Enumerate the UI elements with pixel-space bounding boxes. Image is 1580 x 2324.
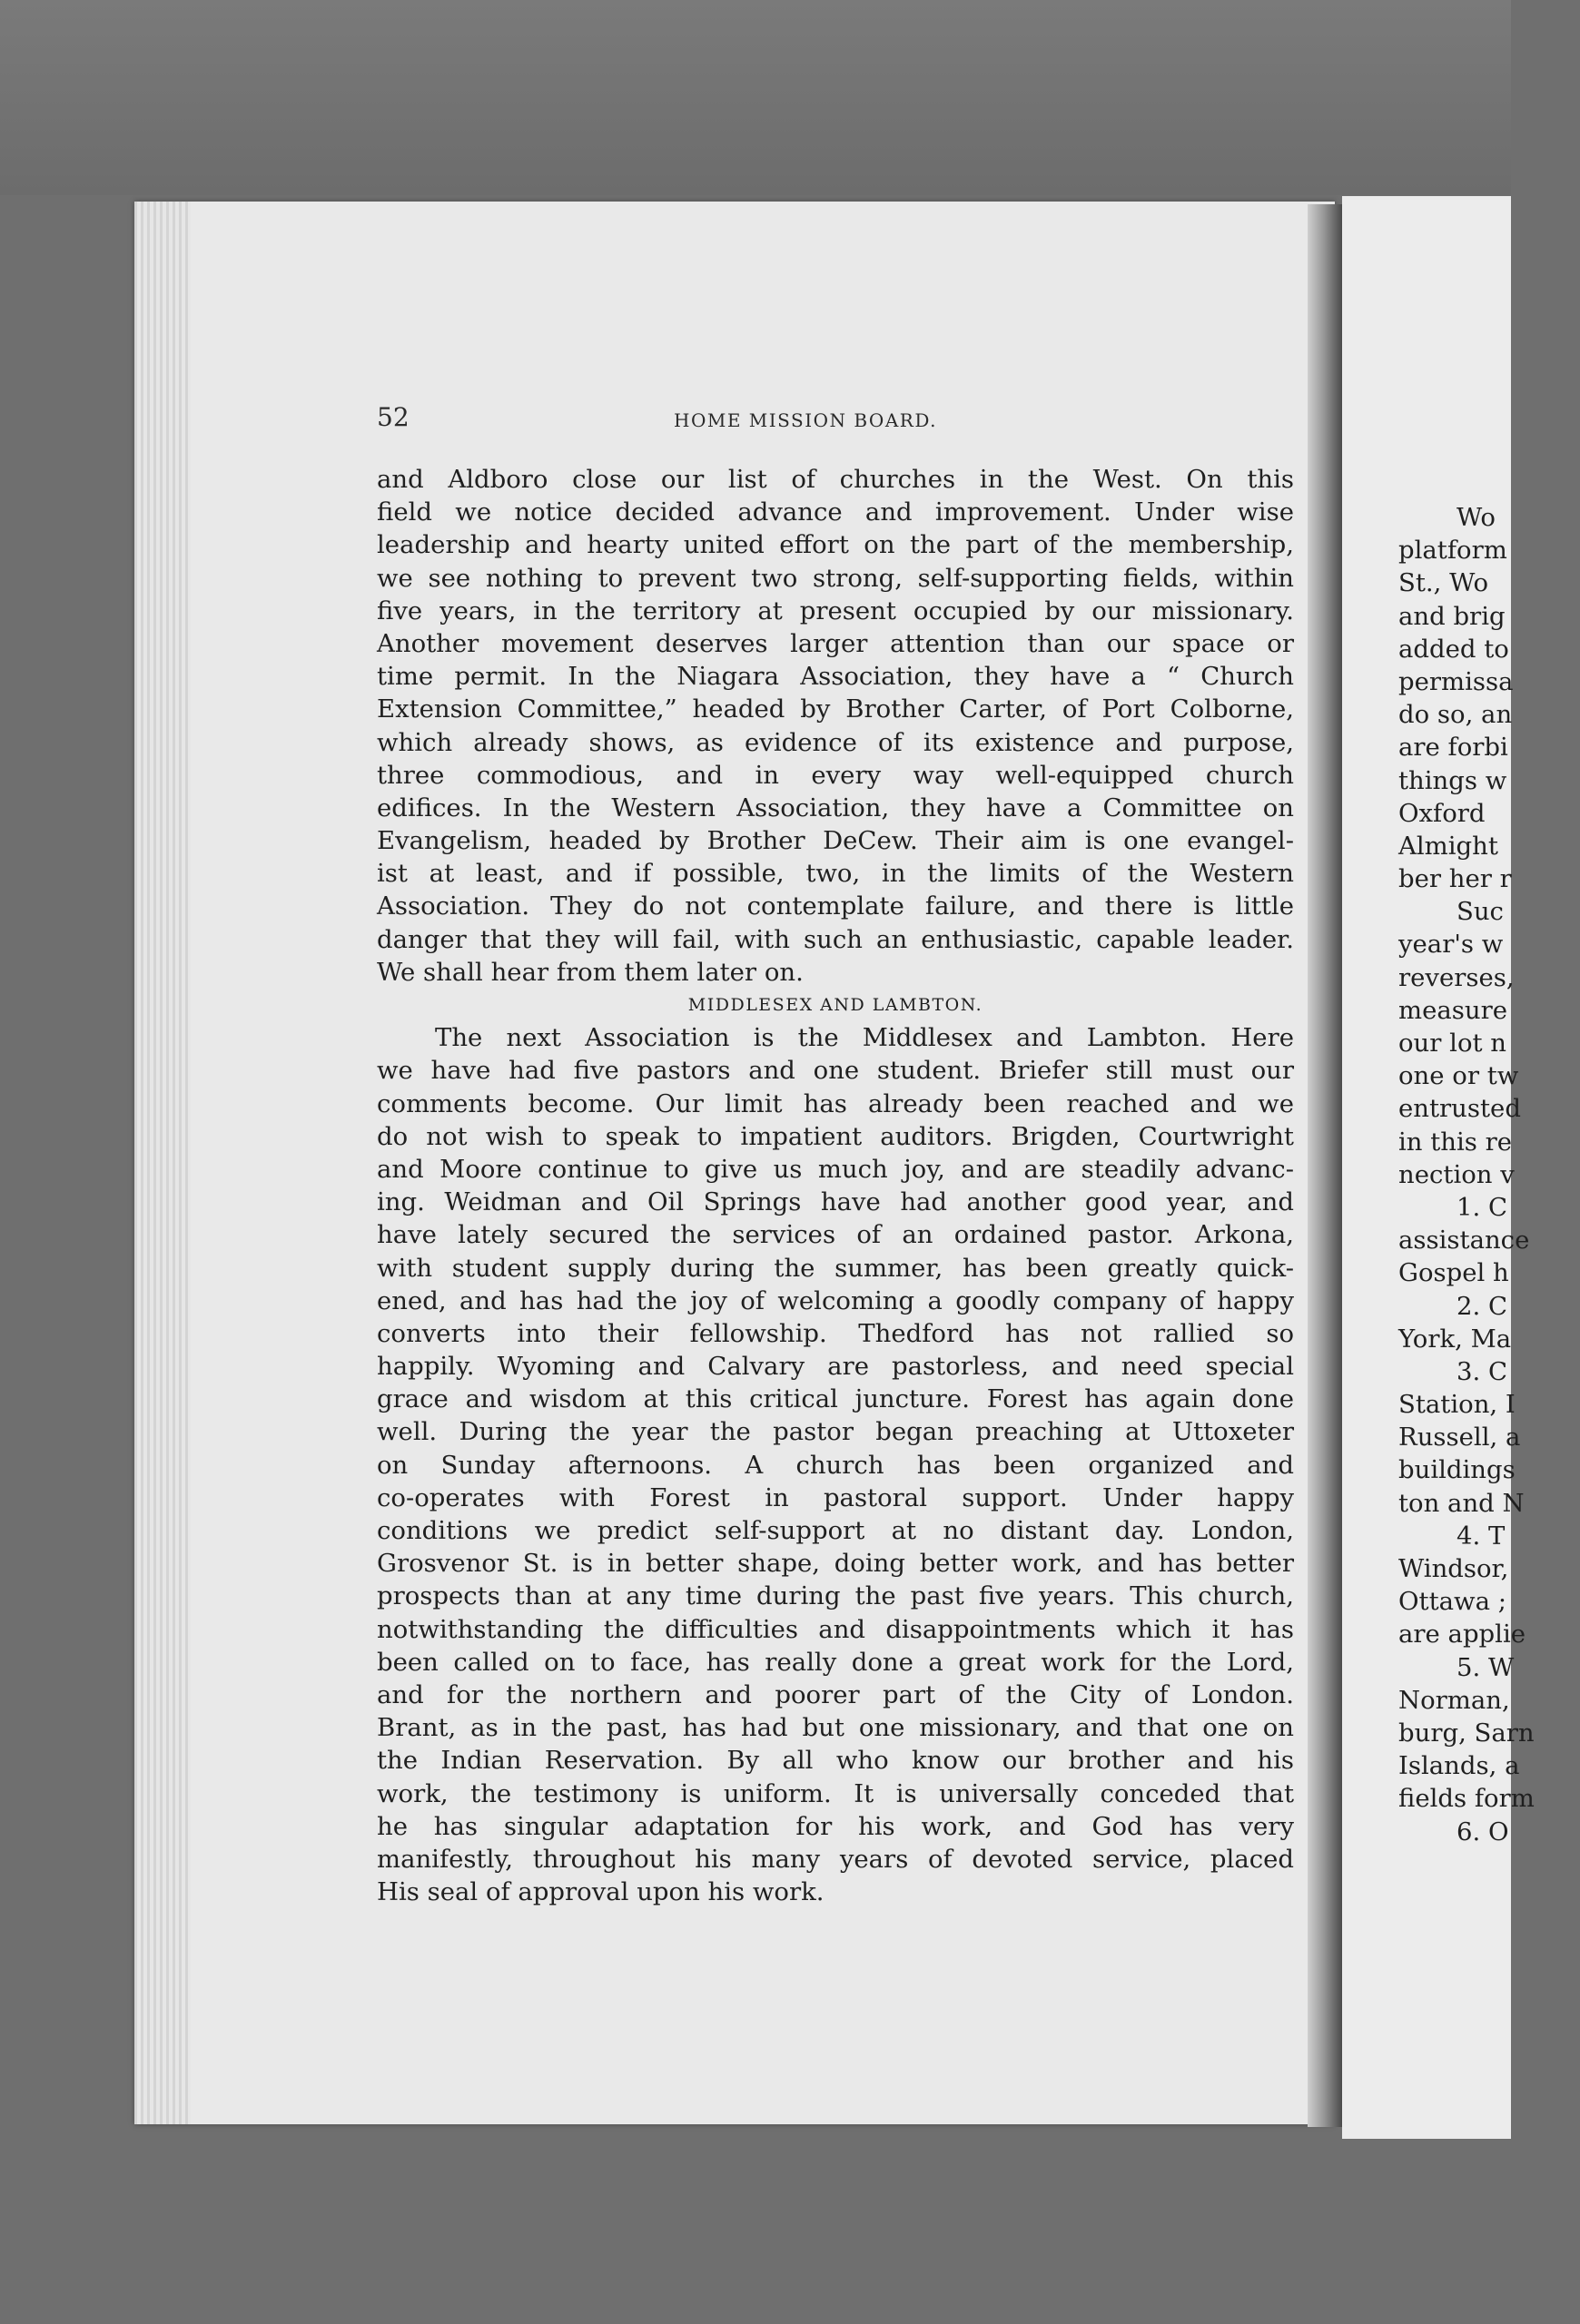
facing-page-line: 2. C <box>1457 1291 1508 1321</box>
text-line: well. During the year the pastor began preaching at Uttoxeter <box>377 1417 1294 1447</box>
facing-page-line: fields form <box>1398 1784 1535 1814</box>
text-line: Another movement deserves larger attention than our space or <box>377 628 1294 658</box>
text-line: five years, in the territory at present occupied by our missionary. <box>377 596 1294 625</box>
facing-page-line: in this re <box>1398 1127 1513 1157</box>
facing-page-line: our lot n <box>1398 1029 1507 1058</box>
text-line: prospects than at any time during the past five years. This church, <box>377 1581 1294 1611</box>
facing-page-line: buildings <box>1398 1455 1516 1485</box>
text-line: field we notice decided advance and improvement. Under wise <box>377 497 1294 527</box>
facing-page-line: 3. C <box>1457 1356 1508 1386</box>
page-header <box>377 402 1294 438</box>
facing-page-line: ber her r <box>1398 864 1512 894</box>
text-line: Association. They do not contemplate failure, and there is little <box>377 891 1294 921</box>
facing-page-line: measure <box>1398 995 1507 1025</box>
text-line: We shall hear from them later on. <box>377 957 804 987</box>
facing-page-line: assistance <box>1398 1226 1530 1256</box>
book-gutter <box>1308 204 1342 2127</box>
facing-page-line: burg, Sarn <box>1398 1718 1535 1748</box>
text-line: co-operates with Forest in pastoral support. Under happy <box>377 1482 1294 1512</box>
text-line: we see nothing to prevent two strong, self-supporting fields, within <box>377 563 1294 593</box>
text-line: ened, and has had the joy of welcoming a goodly company of happy <box>377 1285 1294 1315</box>
facing-page-line: Station, I <box>1398 1390 1516 1420</box>
facing-page-line: reverses, <box>1398 962 1515 992</box>
text-line: Brant, as in the past, has had but one missionary, and that one on <box>377 1713 1294 1743</box>
facing-page-line: St., Wo <box>1398 568 1489 598</box>
facing-page-line: and brig <box>1398 601 1506 631</box>
text-line: with student supply during the summer, has been greatly quick- <box>377 1253 1294 1283</box>
body-text <box>377 463 1294 1908</box>
text-line: happily. Wyoming and Calvary are pastorless, and need special <box>377 1352 1294 1382</box>
page-number: 52 <box>377 402 410 432</box>
facing-page-line: Russell, a <box>1398 1423 1521 1452</box>
facing-page-line: Norman, <box>1398 1685 1510 1715</box>
facing-page-line: Ottawa ; <box>1398 1587 1506 1617</box>
text-line: The next Association is the Middlesex and Lambton. Here <box>435 1023 1294 1053</box>
facing-page-line: Islands, a <box>1398 1751 1520 1781</box>
facing-page-line: entrusted <box>1398 1094 1521 1124</box>
facing-page-line: platform <box>1398 536 1507 566</box>
facing-page-line: ton and N <box>1398 1488 1525 1518</box>
facing-page-line: York, Ma <box>1398 1324 1512 1354</box>
facing-page-text <box>1398 501 1580 1848</box>
facing-page-line: added to <box>1398 634 1509 664</box>
running-head: HOME MISSION BOARD. <box>674 409 938 431</box>
text-line: conditions we predict self-support at no distant day. London, <box>377 1516 1294 1545</box>
text-line: three commodious, and in every way well-equipped church <box>377 760 1294 790</box>
facing-page-line: nection v <box>1398 1159 1515 1189</box>
facing-page-line: 4. T <box>1457 1521 1506 1551</box>
text-line: been called on to face, has really done a great work for the Lord, <box>377 1647 1294 1677</box>
text-line: time permit. In the Niagara Association, they have a “ Church <box>377 662 1294 692</box>
facing-page-line: are applie <box>1398 1620 1526 1649</box>
text-line: manifestly, throughout his many years of devoted service, placed <box>377 1844 1294 1874</box>
text-line: Extension Committee,” headed by Brother Carter, of Port Colborne, <box>377 694 1294 724</box>
text-line: which already shows, as evidence of its existence and purpose, <box>377 727 1294 757</box>
facing-page-line: are forbi <box>1398 733 1508 763</box>
facing-page-line: 6. O <box>1457 1817 1509 1846</box>
facing-page-line: permissa <box>1398 666 1514 696</box>
text-line: he has singular adaptation for his work, and God has very <box>377 1811 1294 1841</box>
facing-page-line: 5. W <box>1457 1652 1515 1682</box>
facing-page-line: Suc <box>1457 897 1504 927</box>
text-line: leadership and hearty united effort on the part of the membership, <box>377 530 1294 560</box>
text-line: work, the testimony is uniform. It is universally conceded that <box>377 1778 1294 1808</box>
facing-page-line: 1. C <box>1457 1192 1508 1222</box>
text-line: notwithstanding the difficulties and disappointments which it has <box>377 1614 1294 1644</box>
facing-page-line: one or tw <box>1398 1061 1519 1091</box>
facing-page-line: Windsor, <box>1398 1554 1509 1583</box>
text-line: the Indian Reservation. By all who know our brother and his <box>377 1746 1294 1776</box>
facing-page-line: do so, an <box>1398 700 1513 730</box>
text-line: and for the northern and poorer part of the City of London. <box>377 1679 1294 1709</box>
text-line: His seal of approval upon his work. <box>377 1877 825 1907</box>
text-line: edifices. In the Western Association, they have a Committee on <box>377 793 1294 822</box>
text-line: do not wish to speak to impatient auditors. Brigden, Courtwright <box>377 1121 1294 1151</box>
facing-page-line: Wo <box>1457 503 1496 532</box>
text-line: Grosvenor St. is in better shape, doing better work, and has better <box>377 1549 1294 1579</box>
text-line: we have had five pastors and one student. Briefer still must our <box>377 1056 1294 1086</box>
section-heading: MIDDLESEX AND LAMBTON. <box>687 995 983 1015</box>
text-line: Evangelism, headed by Brother DeCew. Their aim is one evangel- <box>377 826 1294 856</box>
facing-page-line: Almight <box>1398 831 1498 861</box>
text-line: and Aldboro close our list of churches in the West. On this <box>377 465 1294 494</box>
scan-background-top <box>0 0 1511 195</box>
text-line: have lately secured the services of an ordained pastor. Arkona, <box>377 1220 1294 1250</box>
facing-page-line: Oxford <box>1398 798 1486 828</box>
facing-page-line: year's w <box>1398 930 1504 960</box>
facing-page-line: Gospel h <box>1398 1258 1509 1288</box>
facing-page-line: things w <box>1398 765 1507 795</box>
text-line: and Moore continue to give us much joy, and are steadily advanc- <box>377 1154 1294 1184</box>
text-line: ist at least, and if possible, two, in the limits of the Western <box>377 859 1294 889</box>
text-line: ing. Weidman and Oil Springs have had another good year, and <box>377 1187 1294 1217</box>
text-line: comments become. Our limit has already been reached and we <box>377 1088 1294 1118</box>
text-line: on Sunday afternoons. A church has been organized and <box>377 1450 1294 1480</box>
text-line: converts into their fellowship. Thedford has not rallied so <box>377 1318 1294 1348</box>
text-line: danger that they will fail, with such an enthusiastic, capable leader. <box>377 924 1294 954</box>
text-line: grace and wisdom at this critical juncture. Forest has again done <box>377 1384 1294 1414</box>
